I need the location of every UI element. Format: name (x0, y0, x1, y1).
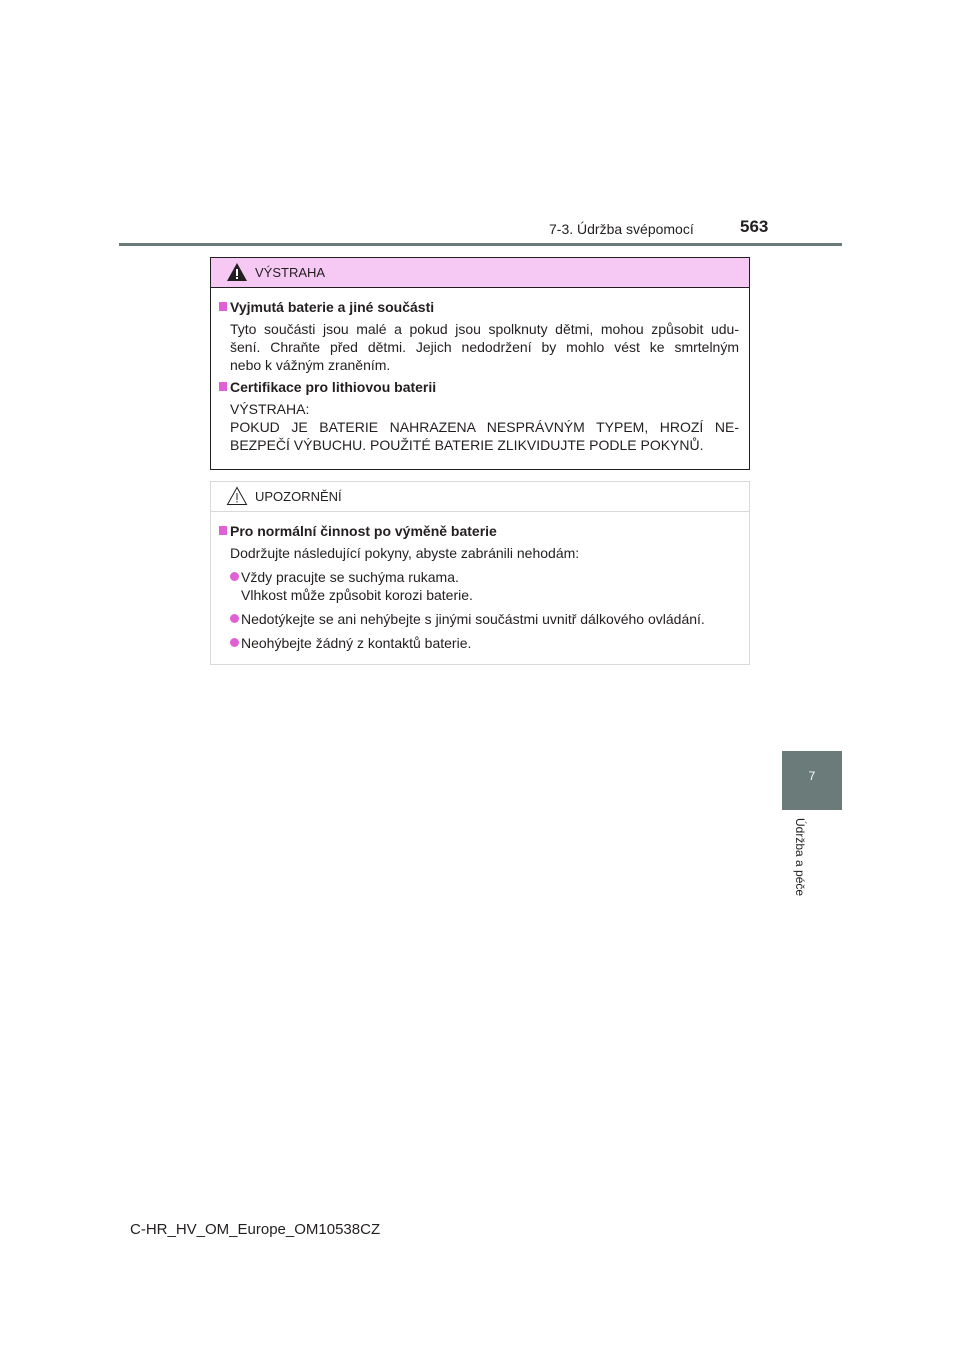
chapter-tab (782, 751, 842, 810)
list-item-line: Nedotýkejte se ani nehýbejte s jinými součástmi uvnitř dálkového ovládání. (241, 611, 705, 627)
chapter-number: 7 (808, 769, 816, 783)
heading-text: Certifikace pro lithiovou baterii (230, 379, 437, 395)
caution-box (210, 481, 750, 665)
warning-box (210, 257, 750, 470)
round-bullet-icon (230, 572, 239, 581)
list-item (219, 568, 739, 604)
section-heading (219, 378, 739, 396)
warning-title: VÝSTRAHA (255, 265, 326, 280)
paragraph-line: nebo k vážným zraněním. (230, 357, 391, 373)
square-bullet-icon (219, 526, 227, 535)
square-bullet-icon (219, 302, 227, 311)
caution-title: UPOZORNĚNÍ (255, 489, 342, 504)
warning-content (211, 288, 749, 454)
paragraph-line: POKUD JE BATERIE NAHRAZENA NESPRÁVNÝM TYPEM, HROZÍ NE- (230, 419, 739, 435)
list-item (219, 634, 739, 652)
square-bullet-icon (219, 382, 227, 391)
list-item-line: Vlhkost může způsobit korozi baterie. (241, 587, 473, 603)
paragraph-line: VÝSTRAHA: (230, 401, 310, 417)
caution-title-bar (211, 482, 749, 512)
caution-content (211, 512, 749, 652)
section-heading (219, 298, 739, 316)
paragraph: Dodržujte následující pokyny, abyste zabránili nehodám: (230, 545, 580, 561)
list-item (219, 610, 739, 628)
header-divider (119, 243, 842, 246)
list-item-line: Vždy pracujte se suchýma rukama. (241, 569, 459, 585)
section-heading (219, 522, 739, 540)
chapter-title: Údržba a péče (793, 818, 807, 897)
paragraph-line: Tyto součásti jsou malé a pokud jsou spolknuty dětmi, mohou způsobit udu- (230, 321, 739, 337)
document-id: C-HR_HV_OM_Europe_OM10538CZ (130, 1221, 381, 1238)
section-title: 7-3. Údržba svépomocí (549, 221, 694, 237)
round-bullet-icon (230, 638, 239, 647)
paragraph-line: BEZPEČÍ VÝBUCHU. POUŽITÉ BATERIE ZLIKVIDUJTE PODLE POKYNŮ. (230, 437, 704, 453)
page-number: 563 (740, 217, 769, 236)
list-item-line: Neohýbejte žádný z kontaktů baterie. (241, 635, 472, 651)
paragraph (219, 400, 739, 454)
heading-text: Pro normální činnost po výměně baterie (230, 523, 497, 539)
heading-text: Vyjmutá baterie a jiné součásti (230, 299, 435, 315)
paragraph (219, 320, 739, 374)
warning-triangle-icon (226, 262, 248, 282)
caution-triangle-icon (226, 486, 248, 506)
paragraph-line: šení. Chraňte před dětmi. Jejich nedodržení by mohlo vést ke smrtelným (230, 339, 739, 355)
round-bullet-icon (230, 614, 239, 623)
warning-title-bar (211, 258, 749, 288)
